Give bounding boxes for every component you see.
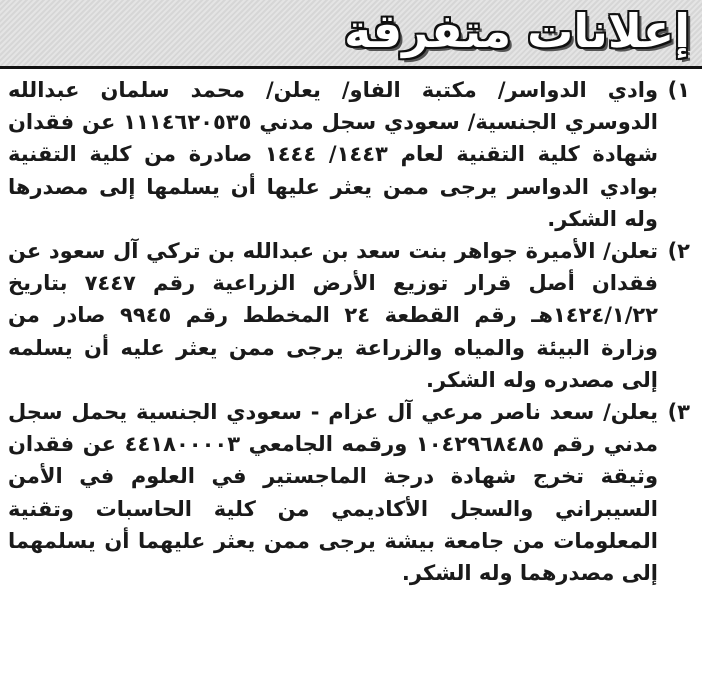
notice-text: يعلن/ سعد ناصر مرعي آل عزام - سعودي الجنسية يحمل سجل مدني رقم ١٠٤٢٩٦٨٤٨٥ ورقمه الجامعي ٤٤١٨٠٠٠٠٣ عن فقدان وثيقة تخرج شهادة درجة الماجستير في العلوم في الأمن السيبراني والسجل الأكاديمي من كلية الحاسبات وتقنية المعلومات من جامعة بيشة يرجى ممن يعثر عليهما أن يسلمهما إلى مصدرهما وله الشكر. xyxy=(8,400,658,586)
notice-text: وادي الدواسر/ مكتبة الفاو/ يعلن/ محمد سلمان عبدالله الدوسري الجنسية/ سعودي سجل مدني ١١١٤٦٢٠٥٣٥ عن فقدان شهادة كلية التقنية لعام ١٤٤٣/ ١٤٤٤ صادرة من كلية التقنية بوادي الدواسر يرجى ممن يعثر عليها أن يسلمها إلى مصدرها وله الشكر. xyxy=(8,78,659,231)
notices-list xyxy=(8,74,690,589)
notice-item xyxy=(8,235,690,396)
notice-number: ٣) xyxy=(667,400,690,425)
notice-number: ٢) xyxy=(667,239,690,264)
notice-text: تعلن/ الأميرة جواهر بنت سعد بن عبدالله بن تركي آل سعود عن فقدان أصل قرار توزيع الأرض الزراعية رقم ٧٤٤٧ بتاريخ ١٤٢٤/١/٢٢هـ رقم القطعة ٢٤ المخطط رقم ٩٩٤٥ صادر من وزارة البيئة والمياه والزراعة يرجى ممن يعثر عليه أن يسلمه إلى مصدره وله الشكر. xyxy=(8,239,658,392)
header-divider xyxy=(0,66,702,69)
notice-item xyxy=(8,74,690,235)
notice-number: ١) xyxy=(667,78,690,102)
section-title: إعلانات متفرقة xyxy=(344,4,690,58)
notice-item xyxy=(8,396,690,589)
section-header xyxy=(0,0,702,66)
